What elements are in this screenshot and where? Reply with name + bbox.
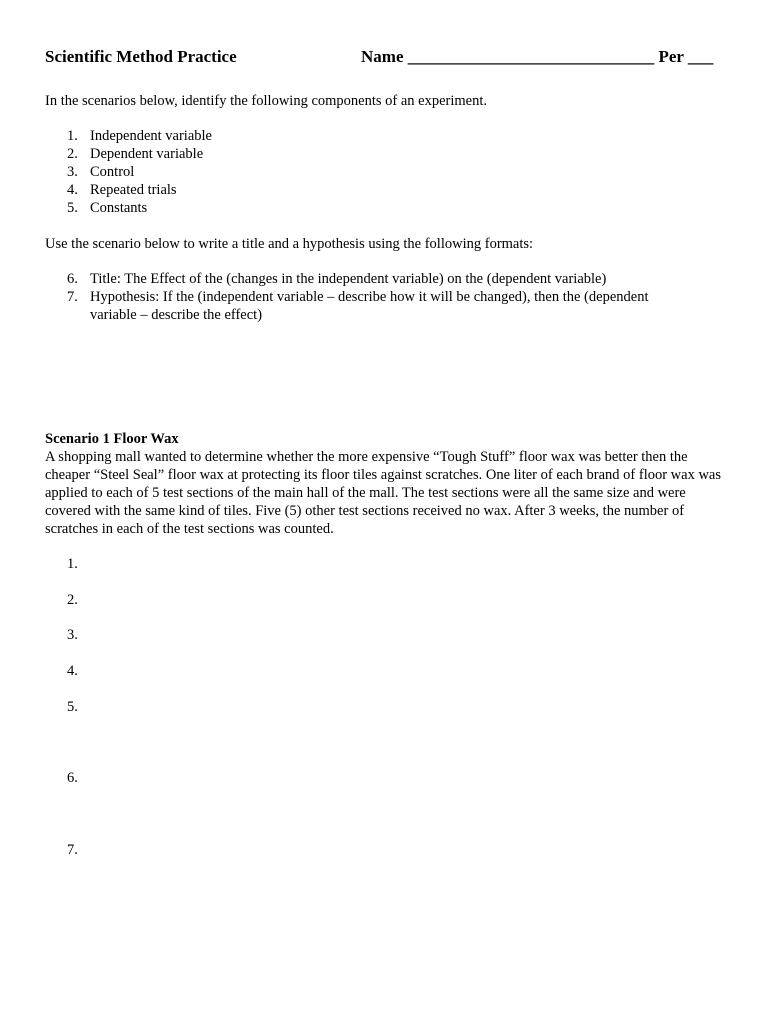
list-item: 6. Title: The Effect of the (changes in the independent variable) on the (dependent variable) [67,271,607,287]
list-item: 3. Control [67,164,135,180]
answer-number: 4. [67,663,78,679]
answer-number: 5. [67,699,78,715]
scenario-title: Scenario 1 Floor Wax [45,431,179,447]
intro-text: In the scenarios below, identify the following components of an experiment. [45,93,487,109]
answer-number: 1. [67,556,78,572]
list-item: 4. Repeated trials [67,182,177,198]
answer-number: 7. [67,842,78,858]
answer-number: 6. [67,770,78,786]
answer-number: 2. [67,592,78,608]
list-item: 1. Independent variable [67,128,212,144]
list-item: 7. Hypothesis: If the (independent variable – describe how it will be changed), then the (dependent variable – describe the effect) [67,289,649,323]
formats-list [67,270,685,324]
format-intro-text: Use the scenario below to write a title and a hypothesis using the following formats: [45,236,534,252]
list-item: 5. Constants [67,200,148,216]
worksheet-title: Scientific Method Practice [45,47,237,66]
scenario-body: A shopping mall wanted to determine whether the more expensive “Tough Stuff” floor wax was better then the cheaper “Steel Seal” floor wax at protecting its floor tiles against scratches. One liter of each brand of floor wax was applied to each of 5 test sections of the main hall of the mall. The test sections were all the same size and were covered with the same kind of tiles. Five (5) other test sections received no wax. After 3 weeks, the number of scratches in each of the test sections was counted. [45,449,722,537]
answer-number: 3. [67,627,78,643]
worksheet-header [45,47,725,69]
list-item: 2. Dependent variable [67,146,204,162]
components-list [67,127,212,217]
name-period-line: Name _____________________________ Per ___ [361,47,714,66]
